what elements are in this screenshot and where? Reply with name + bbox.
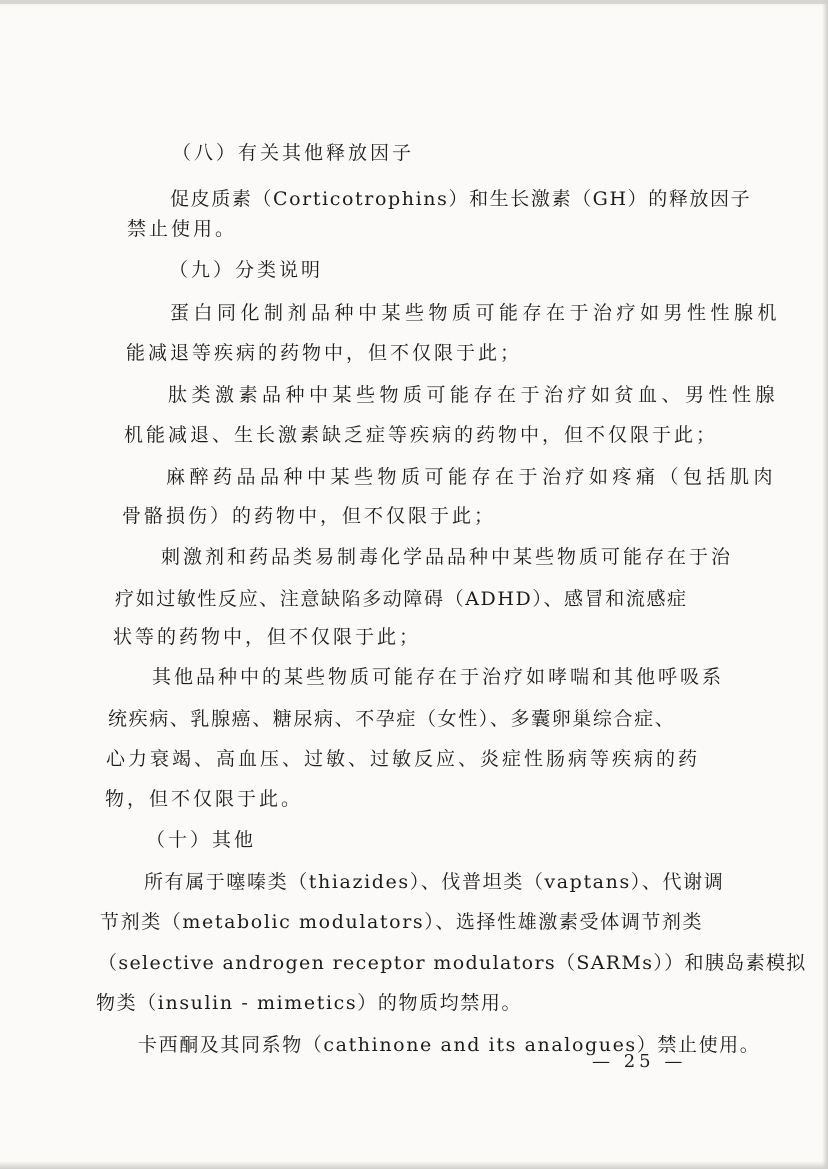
paragraph-line: 蛋白同化制剂品种中某些物质可能存在于治疗如男性性腺机 <box>170 302 782 324</box>
paragraph-line: 物，但不仅限于此。 <box>105 788 304 810</box>
paragraph-line: 所有属于噻嗪类（thiazides）、伐普坦类（vaptans）、代谢调 <box>144 871 725 893</box>
paragraph-line: 其他品种中的某些物质可能存在于治疗如哮喘和其他呼吸系 <box>152 666 725 688</box>
page-number: — 25 — <box>592 1051 687 1072</box>
paragraph-line: 疗如过敏性反应、注意缺陷多动障碍（ADHD）、感冒和流感症 <box>115 588 688 610</box>
paragraph-line: 统疾病、乳腺癌、糖尿病、不孕症（女性）、多囊卵巢综合症、 <box>108 708 676 730</box>
paragraph-line: 刺激剂和药品类易制毒化学品品种中某些物质可能存在于治 <box>161 546 734 568</box>
paragraph-line: 能减退等疾病的药物中，但不仅限于此； <box>126 342 523 364</box>
paragraph-line: （selective androgen receptor modulators（SARMs））和胰岛素模拟 <box>98 952 807 974</box>
page-right-edge <box>822 0 828 1169</box>
paragraph-line: 促皮质素（Corticotrophins）和生长激素（GH）的释放因子 <box>170 188 752 210</box>
section-heading-10: （十）其他 <box>146 829 257 851</box>
page-top-edge <box>0 0 828 4</box>
paragraph-line: 麻醉药品品种中某些物质可能存在于治疗如疼痛（包括肌肉 <box>166 466 778 488</box>
paragraph-line: 心力衰竭、高血压、过敏、过敏反应、炎症性肠病等疾病的药 <box>106 748 701 770</box>
paragraph-line: 禁止使用。 <box>127 218 238 240</box>
paragraph-line: 骨骼损伤）的药物中，但不仅限于此； <box>122 505 497 527</box>
paragraph-line: 节剂类（metabolic modulators）、选择性雄激素受体调节剂类 <box>100 911 704 933</box>
paragraph-line: 卡西酮及其同系物（cathinone and its analogues）禁止使用。 <box>138 1034 761 1056</box>
paragraph-line: 肽类激素品种中某些物质可能存在于治疗如贫血、男性性腺 <box>168 384 780 406</box>
paragraph-line: 物类（insulin - mimetics）的物质均禁用。 <box>96 992 523 1014</box>
section-heading-9: （九）分类说明 <box>169 259 324 281</box>
section-heading-8: （八）有关其他释放因子 <box>172 142 415 164</box>
paragraph-line: 状等的药物中，但不仅限于此； <box>113 626 422 648</box>
paragraph-line: 机能减退、生长激素缺乏症等疾病的药物中，但不仅限于此； <box>124 424 719 446</box>
page-bottom-edge <box>0 1161 828 1169</box>
